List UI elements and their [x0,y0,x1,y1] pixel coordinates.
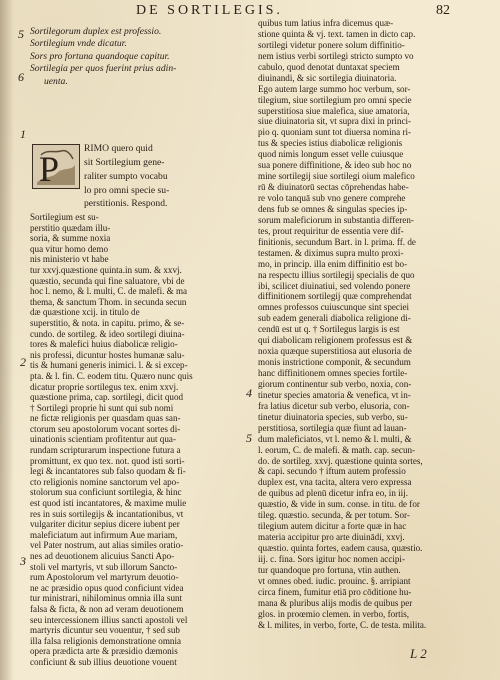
text-line: legi & incantatores sub falso quodam & fi- [30,466,186,477]
summary-line: Sortilegorum duplex est professio. [30,26,162,37]
signature-mark: L 2 [410,646,427,661]
initial-letter: P [39,149,60,188]
text-line: noxia quæque superstitiosa aut elusoria de [258,346,412,357]
text-line: raliter sumpto vocabu [84,170,168,182]
text-line: dæ quæstione xcij. in titulo de [30,307,140,318]
summary-line: Sortilegium vnde dicatur. [30,38,127,50]
text-line: nes ad deuotionem alicuius Sancti Apo- [30,551,175,561]
text-line: iij. c. fina. Sors igitur hoc nomen accipi- [258,553,405,564]
text-line: re volo tanquā sub vno genere comprehe [258,193,406,203]
summary-line: Sors pro fortuna quandoque capitur. [30,50,170,62]
text-line: nem istius verbi sortilegi stricto sumpto vo [258,50,414,61]
text-line: illa falsa religionis demonstratione omnia [30,635,182,646]
text-line: rū & diuinatorū sectas cōprehendas habe- [258,182,409,193]
text-line: quæstio, & vide in sum. conse. in titu. de for [258,499,420,510]
text-line: l. eorum, C. de malefi. & math. cap. secun- [258,444,416,455]
summary-line: Sortilegia per quos fuerint prius adin- [30,63,177,75]
margin-number: 5 [18,27,24,41]
text-line: tores & malefici huius diabolicæ religio- [30,339,178,350]
text-line: superstitio, & nota. in capitu. primo, & se- [30,317,185,328]
text-line: uinationis scientiam profitentur aut qua- [30,434,176,445]
text-line: vt omnes obed. iudic. prouinc. §. arripiant [258,575,411,586]
text-line: tur quandoque pro fortuna, vtin authen. [258,564,401,575]
text-line: perstitio quædam illu- [30,222,111,233]
text-line: rundam scripturarum inspectione futura a [30,445,181,456]
text-line: vulgariter dicitur sepius dicere iubent per [30,519,180,530]
text-line: tilegium, siue sortilegium pro omni specie [258,94,412,105]
text-line: tileg. quæstio. secunda, & per totum. Sor- [258,510,410,521]
text-line: hanc diffinitionem omnes species fortile- [258,368,408,378]
text-line: tur xxvj.quæstione quinta.in sum. & xxvj. [30,264,182,275]
text-line: dicatur proprie sortilegus tex. enim xxvj. [30,381,179,392]
text-line: glos. in proœmio clemen. in verbo, fortis, [258,608,410,619]
summary-block [30,26,256,88]
text-line: diffinitionem sortilegij quæ comprehendat [258,291,412,302]
text-line: tilegium autem dicitur a forte quæ in hac [258,521,407,532]
text-line: nis professi, dicuntur hostes humanæ salu- [30,349,185,360]
text-line: omnes professos cuiuscunque sint speciei [258,302,410,313]
text-line: rum Apostolorum vel martyrum deuotio- [30,572,179,583]
text-line: quæstio. quinta fortes, eadem causa, quæstio. [258,543,423,553]
text-line: opera prædicta arte & præsidio dæmonis [30,646,178,657]
text-line: materia accipitur pro arte diuinādi, xxvj. [258,532,405,543]
decorated-initial [32,144,80,189]
text-line: martyris dicuntur seu vouentur, † sed sub [30,625,180,636]
text-line: de quibus ad plenū dicetur infra eo, in iij. [258,488,409,499]
text-line: mine sortilegij siue sortilegi oium malefico [258,171,415,182]
margin-number: 5 [246,431,252,445]
text-line: pio q. quoniam sunt tot diuersa nomina ri- [258,127,412,138]
text-line: quibus tum latius infra dicemus quæ- [258,18,394,28]
text-line: tus & species istius diabolicæ religionis [258,138,403,149]
text-line: Ego autem large summo hoc verbum, sor- [258,83,411,94]
text-line: soria, & summe noxia [30,233,111,244]
text-line: giorum continentur sub verbo, noxia, con- [258,378,412,389]
initial-side-text [84,142,256,211]
text-line: lo pro omni specie su- [84,184,170,196]
text-line: hoc l. nemo, & l. multi, C. de malefi. & ma [30,286,188,297]
margin-number: 1 [20,127,26,141]
text-line: seu intercessionem illius sancti apostoli vel [30,614,188,625]
text-line: ctorum seu apostolorum vocant sortes di- [30,423,181,434]
summary-line: uenta. [44,75,68,87]
text-line: ne ac præsidio opus quod conficiunt videa [30,582,184,593]
text-line: mana & pluribus alijs modis de quibus per [258,597,413,608]
text-line: sortilegi videtur ponere solum diffinitio- [258,39,405,50]
right-column [258,18,484,631]
spine-shadow [0,0,14,680]
text-line: dens fub se omnes & singulas species ip- [258,203,408,214]
text-line: dum maleficiatos, vt l. nemo & l. multi, & [258,433,412,444]
text-line: stione quinta & vj. text. tamen in dicto cap. [258,28,416,39]
text-line: thema, & sanctum Thom. in secunda secun [30,296,187,307]
text-line: falsa & ficta, & non ad veram deuotionem [30,603,184,614]
text-line: diuinandi, & sic sortilegia diuinatoria. [258,72,397,83]
text-line: sit Sortilegium gene- [84,156,165,168]
text-line: conficiunt & sub illius deuotione vouent [30,656,177,667]
text-line: stolorum sua conficiunt sortilegia, & hinc [30,487,182,498]
page-number: 82 [436,3,450,18]
margin-number: 2 [20,355,26,369]
running-title: DE SORTILEGIS. [136,3,283,18]
text-line: tinetur species amatoria & venefica, vt in- [258,389,411,400]
text-line: qui diabolicam religionem professus est & [258,335,413,346]
text-line: res in suis sortilegijs & incantationibus, vt [30,508,184,519]
initial-ornament-icon [33,145,79,188]
text-line: perstitiosa, sortilegia quæ fiunt ad lauan- [258,422,407,433]
text-line: siue diuinatoria sit, vt supra dixi in princi- [258,116,412,127]
text-line: & l. milites, in verbo, forte, C. de testa. milita. [258,619,427,630]
text-line: tur ministrari, nihilominus omnia illa sunt [30,593,183,604]
text-line: duplex est, vna tacita, altera vero expressa [258,477,412,488]
left-column [30,212,256,668]
text-line: testamen. & diximus supra multo proxi- [258,247,404,258]
text-line: & capi. secundo † iftum autem professio [258,466,406,477]
margin-number: 3 [20,554,26,568]
text-line: finitionis, secundum Bart. in l. prima. ff. de [258,236,416,247]
text-line: fra latius dicetur sub verbo, elusoria, con- [258,400,410,411]
text-line: vel Pater nostrum, aut alias similes oratio- [30,540,184,551]
margin-number: 6 [18,70,24,84]
text-line: promittunt, ex quo tex. not. quod isti sorti- [30,455,185,466]
text-line: mo, in princip. illa enim diffinitio est bo- [258,258,408,269]
text-line: † Sortilegi proprie hi sunt qui sub nomi [30,402,174,413]
page-header [0,3,500,19]
text-line: quæstio, secunda qui fine saluatore, vbi de [30,275,185,286]
text-line: est quod isti incantatores, & maxime mulie [30,498,187,509]
text-line: RIMO quero quid [84,143,153,154]
text-line: tis & humani generis inimici. l. & si excep- [30,360,188,371]
text-line: perstitionis. Respond. [84,198,168,210]
text-line: Sortilegium est su- [30,212,99,222]
text-line: sua ponere diffinitione, & ideo sub hoc no [258,160,412,171]
text-line: ne fictæ religionis per quasdam quas san- [30,413,181,424]
text-line: circa finem, fumitur etiā pro cōditione hu- [258,586,412,597]
text-line: cundo. de sortileg. & ideo sortilegi diuina- [30,328,185,339]
text-line: tinetur diuinatoria species, sub verbo, su- [258,411,408,422]
text-line: superstitiosa siue malefica, siue amatoria, [258,105,410,116]
text-line: ibi, scilicet diuinatiui, sed volendo ponere [258,280,411,291]
text-line: quæstione prima, cap. sortilegi, dicit quod [30,392,184,403]
text-line: tes, prout requiritur de essentia vere dif- [258,225,404,236]
margin-number: 4 [246,386,252,400]
text-line: pta. & l. fin. C. eodem titu. Quæro nunc quis [30,370,193,381]
text-line: monis instrictione componit, & secundum [258,357,411,368]
text-line: quod nimis longum esset velle cuiusque [258,149,404,160]
text-line: cto religionis nomine sanctorum vel apo- [30,476,180,487]
text-line: qua vitur homo demo [30,243,109,254]
text-line: sorum maleficiorum in substantia differen- [258,214,414,225]
text-line: maleficiatum aut infirmum Aue mariam, [30,529,178,540]
text-line: stoli vel martyris, vt sub illorum Sancto- [30,561,178,572]
text-line: na respectu illius sortilegij specialis de quo [258,269,415,280]
text-line: sub eadem generali diabolica religione di- [258,313,411,324]
text-line: cendū est ut q. † Sortilegus largis is est [258,324,400,335]
text-line: cabulo, quod denotat duntaxat speciem [258,61,400,72]
text-line: nis ministerio vt habe [30,254,109,265]
text-line: do. de sortileg. xxvj. quæstione quinta sortes, [258,455,423,466]
